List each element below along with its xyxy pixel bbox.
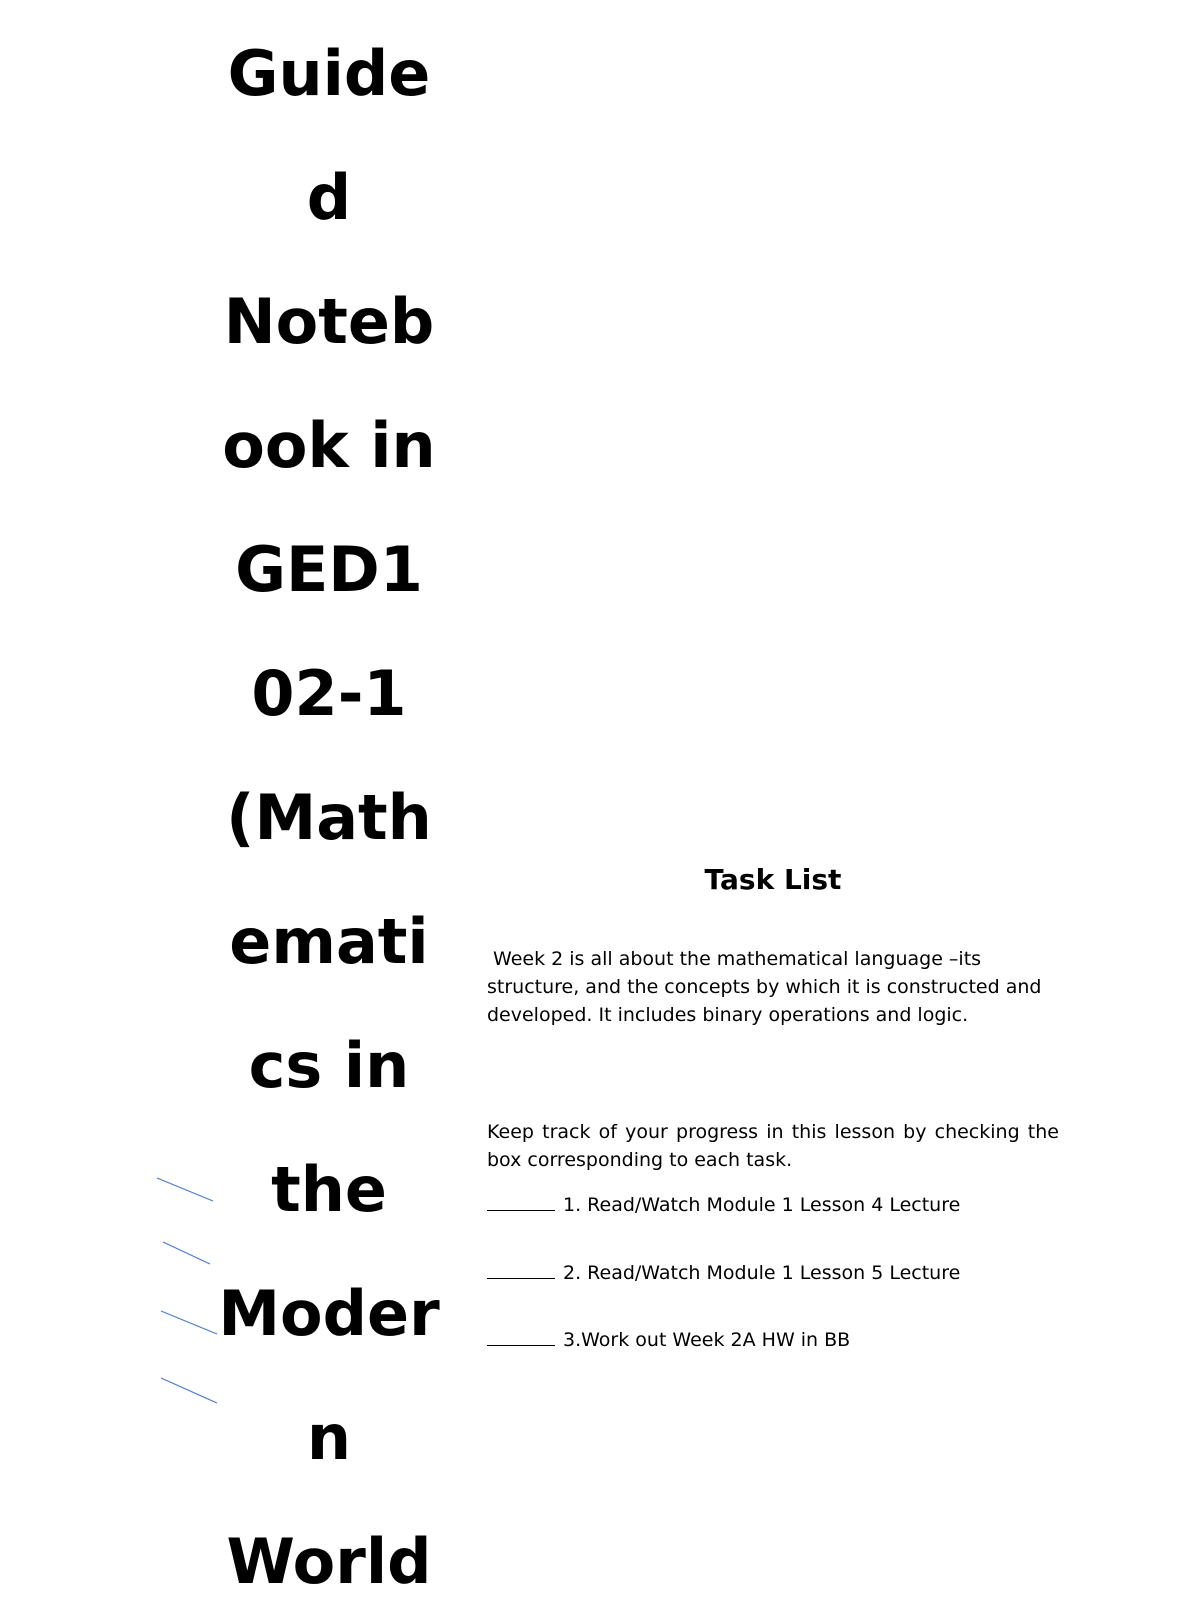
title-line: Moder	[218, 1277, 440, 1350]
title-line: the	[271, 1153, 387, 1226]
title-line: n	[306, 1401, 352, 1474]
title-line: Noteb	[223, 285, 435, 358]
stray-mark	[161, 1311, 217, 1334]
hand-drawn-marks	[150, 1170, 230, 1420]
title-line: Guide	[227, 37, 431, 110]
title-line: ook in	[222, 409, 436, 482]
title-line: (Math	[226, 781, 432, 854]
progress-instructions: Keep track of your progress in this lesson by checking the box corresponding to each task.	[487, 1121, 1059, 1171]
checkbox-blank[interactable]	[487, 1258, 555, 1279]
checkbox-blank[interactable]	[487, 1325, 555, 1346]
task-list-heading: Task List	[704, 863, 842, 896]
title-line: d	[306, 161, 352, 234]
checkbox-blank[interactable]	[487, 1190, 555, 1211]
task-label: 2. Read/Watch Module 1 Lesson 5 Lecture	[563, 1262, 961, 1284]
task-item	[487, 1258, 960, 1287]
title-line: 02-1	[251, 657, 407, 730]
task-label: 1. Read/Watch Module 1 Lesson 4 Lecture	[563, 1194, 961, 1216]
title-line: emati	[229, 905, 429, 978]
week-intro-paragraph: Week 2 is all about the mathematical language –its structure, and the concepts by which it is constructed and developed. It includes binary operations and logic.	[487, 948, 1048, 1026]
title-line: GED1	[235, 533, 423, 606]
task-item	[487, 1190, 960, 1219]
task-label: 3.Work out Week 2A HW in BB	[563, 1329, 851, 1351]
stray-mark	[163, 1242, 210, 1264]
title-line: cs in	[248, 1029, 410, 1102]
stray-mark	[157, 1178, 213, 1201]
title-line: World	[226, 1525, 432, 1598]
task-item	[487, 1325, 850, 1354]
stray-mark	[161, 1378, 217, 1403]
notebook-title	[195, 12, 463, 1624]
